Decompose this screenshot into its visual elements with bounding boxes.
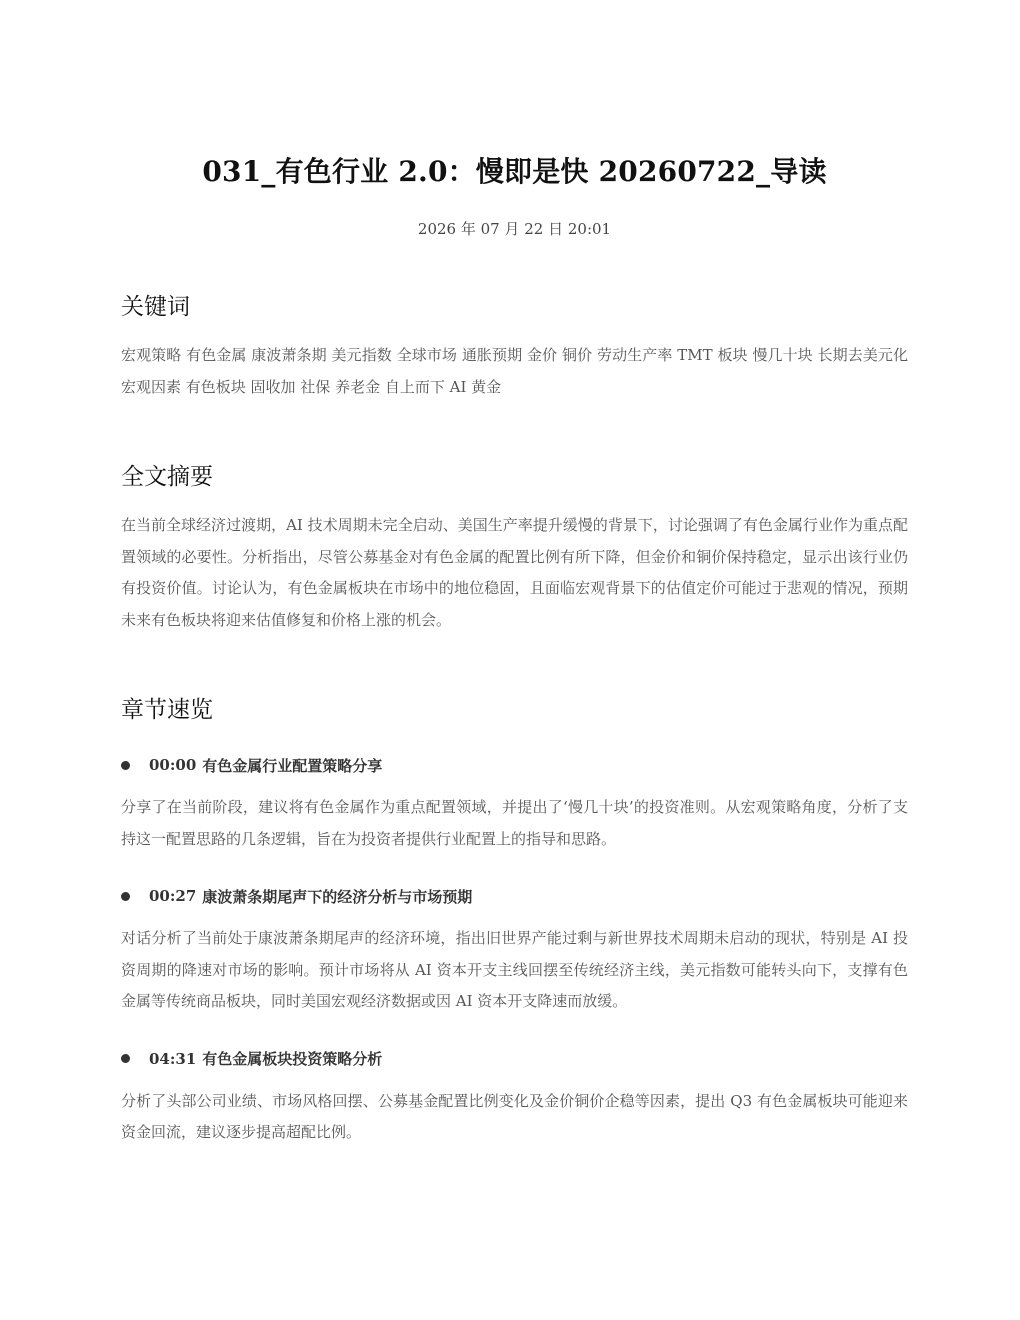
chapter-timestamp: 00:27 <box>149 887 197 905</box>
chapter-text: 对话分析了当前处于康波萧条期尾声的经济环境，指出旧世界产能过剩与新世界技术周期未启动的现状，特别是 AI 投资周期的降速对市场的影响。预计市场将从 AI 资本开支主线回摆至传统经济主线，美元指数可能转头向下，支撑有色金属等传统商品板块，同时美国宏观经济数据或因 AI 资本开支降速而放缓。 <box>121 929 908 1010</box>
chapter-item <box>121 1045 908 1149</box>
bullet-icon <box>121 1054 130 1063</box>
summary-heading: 全文摘要 <box>121 464 213 490</box>
bullet-icon <box>121 892 130 901</box>
bullet-icon <box>121 761 130 770</box>
chapter-title: 康波萧条期尾声下的经济分析与市场预期 <box>202 887 473 906</box>
chapter-header <box>121 751 908 779</box>
chapter-text: 分析了头部公司业绩、市场风格回摆、公募基金配置比例变化及金价铜价企稳等因素，提出 Q3 有色金属板块可能迎来资金回流，建议逐步提高超配比例。 <box>121 1091 908 1141</box>
chapter-header <box>121 1045 908 1073</box>
keywords-heading: 关键词 <box>121 294 190 320</box>
chapter-title: 有色金属板块投资策略分析 <box>202 1050 383 1068</box>
keywords-text: 宏观策略 有色金属 康波萧条期 美元指数 全球市场 通胀预期 金价 铜价 劳动生产率 TMT 板块 慢几十块 长期去美元化 宏观因素 有色板块 固收加 社保 养老金 自上而下 AI 黄金 <box>121 346 908 396</box>
chapters-heading: 章节速览 <box>121 697 213 723</box>
chapter-timestamp: 00:00 <box>149 756 197 774</box>
chapter-header <box>121 882 908 910</box>
chapter-item <box>121 751 908 855</box>
chapter-title: 有色金属行业配置策略分享 <box>202 756 383 775</box>
document-title: 031_有色行业 2.0：慢即是快 20260722_导读 <box>202 155 827 188</box>
summary-text: 在当前全球经济过渡期，AI 技术周期未完全启动、美国生产率提升缓慢的背景下，讨论强调了有色金属行业作为重点配置领域的必要性。分析指出，尽管公募基金对有色金属的配置比例有所下降，但金价和铜价保持稳定，显示出该行业仍有投资价值。讨论认为，有色金属板块在市场中的地位稳固，且面临宏观背景下的估值定价可能过于悲观的情况，预期未来有色板块将迎来估值修复和价格上涨的机会。 <box>121 516 908 629</box>
chapter-text: 分享了在当前阶段，建议将有色金属作为重点配置领域，并提出了‘慢几十块’的投资准则。从宏观策略角度，分析了支持这一配置思路的几条逻辑，旨在为投资者提供行业配置上的指导和思路。 <box>121 798 908 848</box>
keywords-section <box>121 291 908 403</box>
chapter-timestamp: 04:31 <box>149 1049 197 1068</box>
chapter-item <box>121 882 908 1018</box>
document-date: 2026 年 07 月 22 日 20:01 <box>417 220 612 238</box>
summary-section <box>121 461 908 636</box>
chapters-section <box>121 694 908 1149</box>
